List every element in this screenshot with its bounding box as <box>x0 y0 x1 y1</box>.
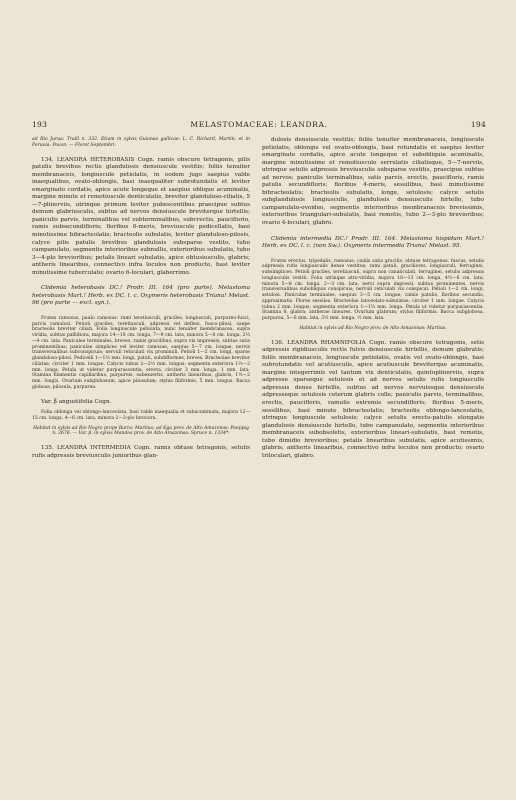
left-page-number: 193 <box>32 120 48 129</box>
spacer <box>32 437 250 445</box>
synonymy: Clidemia intermedia DC.! Prodr. III. 164. Melastoma hispidum Mart.! Herb. ex DC. l. c. (non Sw.). Oxymeris intermedia Triana! Melast. 95. <box>262 235 484 250</box>
spacer <box>262 251 484 259</box>
detailed-description: Frutex erectus, tripedalis, ramosus; caulis satis gracilis, obtuse tetragonus, fuscus, setulis adpressis rufis longiusculis dense vestitus; rami patuli, graciliores, longiusculi, ferruginei, subsimplices. Petioli graciles, teretiusculi, supra non canaliculati, ferruginei, setulis adpressis longiusculis vestiti. Folia utrinque atro-viridia, majora 10—13 cm. longa, 4½—6 cm. lata, minora 5—8 cm. longa, 2—3 cm. lata; nervi supra impressi, subtus prominentes, nervis transversalibus subobliquis conspicuis; nervuli reticulati vix conspicui. Petioli 1—2 cm. longi, setulosi. Paniculae terminales, saepius 3—5 cm. longae, ramis patulis, floribus secundis, approximatis. Flores sessiles. Bracteolae lanceolato-subulatae, circiter 1 mm. longae. Calycis tubus 2 mm. longus; segmenta exteriora 1—1½ mm. longa. Petala ut videtur purpurascentia. Stamina 8, glabra; antherae lineares. Ovarium glabrum; stylus filiformis. Bacca subglobosa, purpurea, 5—6 mm. lata, 3½ mm. longa, ½ mm. lata. <box>262 258 484 322</box>
species-description: Var. β angustifolia Cogn. <box>41 398 112 405</box>
habitat-note: ad Rio Jurua: Traill n. 332. Etiam in sylvis Guianae gallicae: L. C. Richard, Martin; et in Peruvia: Pavon. — Floret Septembri. <box>32 137 250 148</box>
spacer <box>262 228 484 236</box>
species-description: 135. LEANDRA INTERMEDIA Cogn. ramis obtuse tetragonis, setulis rufis adpressis breviusculis junioribus glan- <box>32 445 250 459</box>
species-description: 136. LEANDRA RHAMNIFOLIA Cogn. ramis obscure tetragonis, setis adpressis rigidiusculis rectis fulvis densiuscule hirtellis, demum glabratis; foliis membranaceis, longiuscule petiolatis, ovatis vel ovato-oblongis, basi subrotundatis vel acutiusculis, apice acutiuscule breviterque acuminatis, margine integerrimis vel tantum vix denticulatis, quintuplinerviis, supra adpresse sparseque setulosis et ad nervos setulis rufis longiusculis adpressis dense hirtellis, subtus ad nervos nervulosque densiuscule adpresseque setulosis ceterum glabris colle; paniculis parvis, terminalibus, erectis, paucifloris, ramulis extremis secundifloris; floribus 5-meris, sessilibus, basi minute bibracteolatis; bracteolis oblongo-lanceolatis, utrinque longiuscule setulosis; calyce setulis erecto-patulis elongatis glandulosis densiuscule hirtello, tubo campanulato, segmentis interioribus membranaceis subobsoletis, exterioribus lineari-subulatis, basi remotis, tubo dimidio brevioribus; petalis linearibus subulatis, apice acutissimis, glabris; antheris linearibus, connectivo infra loculos non producto; ovario triloculari, glabro. <box>262 339 484 459</box>
species-description: dulosis densiuscule vestitis; foliis tenuiter membranaceis, longiuscule petiolatis, oblongis vel ovato-oblongis, basi rotundatis et saepius leviter emarginato cordatis, apice acute longeque et subobliquie acuminatis, margine minutissime et remotiuscule serrulatis ciliatisque, 5—7-nerviis, utrinque setulis adpressis breviusculis subsparse vestitis, praecipue subtus ad nervos; paniculis terminalibus, satis parvis, erectis, paucifloris, ramis patulis secundifloris; floribus 4-meris, sessilibus, basi minutissime bibracteolatis; bracteolis subulatis, longe, setulosis; calyce setulis subglandulosis longiusculis, glandulosis densiusculis hirtello, tubo campanulato-ovoideo, segmentis interioribus membranaceis brevissimis, exterioribus triangulari-subulatis, basi remotis, tubo 2—3-plo brevioribus; ovario 4-loculari, glabro. <box>262 137 484 227</box>
habitat-note: Habitat in sylvis ad Rio Negro prope Barra: Martius; ad Ega prov. de Alto Amazonas: Poeppig n. 2676. — Var. β. in sylvis Mandos prov. de Alto Amazonas: Spruce n. 1334*. <box>33 425 249 437</box>
right-page-number: 194 <box>470 120 486 129</box>
spacer <box>262 332 484 340</box>
spacer <box>32 391 250 399</box>
right-column <box>262 137 484 460</box>
habitat-note: Habitat in sylvis ad Rio Negro prov. de Alto Amazonas: Martius. <box>299 325 447 331</box>
spacer <box>32 308 250 316</box>
detailed-description: Folia oblonga vel oblongo-lanceolata, basi valde inaequalia et subacuminata, majora 12—15 cm. longa, 4—6 cm. lata, minora 2—3-plo breviora. <box>32 410 250 421</box>
synonymy: Clidemia heterobasis DC.! Prodr. III. 164 (pro parte). Melastoma heterobasis Mart.! Herb. ex DC. l. c. Oxymeris heterobasis Triana! Melast. 96 (pro parte — excl. syn.). <box>32 285 250 307</box>
spacer <box>32 149 250 157</box>
left-column <box>32 137 250 460</box>
species-description: 134. LEANDRA HETEROBASIS Cogn. ramis obscure tetragonis, pilis patulis brevibus rectis glandulosis densiuscule vestitis; foliis tenuiter membranaceis, longiuscule petiolatis, in eodem jugo saepius valde inaequalibus, ovato-oblongis, basi inaequaliter subrotundatis et leviter emarginato cordatis, apice acute longeque et saepius oblique acuminatis, margine minute et remotiuscule denticulatis, breviter glanduloso-ciliatis, 5—7-plinerviis, utrinque primum leviter pubescentibus praecipue subtus demum glabriusculis, subtus ad nervos densiuscule breviterque hirtellis; paniculis parvis, terminalibus vel subterminalibus, subcrectis, pauciflorio, ramis subsecundifloris; floribus 6-meris, breviuscule pedicellatis, basi minutissime bibracteolatis; bracteolis subulatis, leviter glanduloso-pilosis, calyce pilis patulis brevibus glandulosis subsparse vestito, tubo campanulato, segmentis interioribus subnullis, exterioribus subulatis, tubo 3—4-plo brevioribus; petalis lineari subulatis, apice obtusiusculis, glabris; antheris linearibus, connectivo infra loculos non producto, basi leviter minutissime tuberculato; ovario 6-loculari, glaberrimo. <box>32 156 250 276</box>
page-header <box>32 120 486 134</box>
running-title: MELASTOMACEAE: LEANDRA. <box>190 120 328 129</box>
detailed-description: Frutex ramosus, paulo ramosus: rami teretiusculi, graciles, longiusculi, purpureo-fusci, parcis ramulosi. Petioli graciles, teretiusculi, adpressi vel deflexi, fusco-pilosi, saepe bracteolis breviter ciliati. Folia longiuscule petiolata, nunc tenuiter membranacea, supra viridia, subtus pallidiora, majora 14—18 cm. longa, 7—9 cm. lata, minora 5—8 cm. longa, 2½—4 cm. lata. Paniculae terminales, breves, ramis gracilibus, supra vix impressis, subtus satis prominentibus; paniculae simplices vel leviter ramosae, saepius 5—7 cm. longae, nervis transversalibus subconspicuis; nervuli reticulati vix prominuli. Petioli 1—2 cm. longi, sparse glanduloso-pilosi. Pedicelli 1—1½ mm. longi, patuli, subdifformes, breves. Bracteolae breviter ciliatae, circiter 1 mm. longae. Calycis tubus 2—2½ mm. longus; segmenta exteriora 1½—2 mm. longa. Petala ut videtur purpurascentia, erecta, circiter 3 mm. longa, 1 mm. lata. Stamina filamentis capillaribus, purpureis, subexsertis, antheris linearibus, glabris, 1½—2 mm. longis. Ovarium subglobosum, apice pilosulum; stylus filiformis, 5 mm. longus. Bacca globosa, pilosula, purpurea. <box>32 315 250 390</box>
